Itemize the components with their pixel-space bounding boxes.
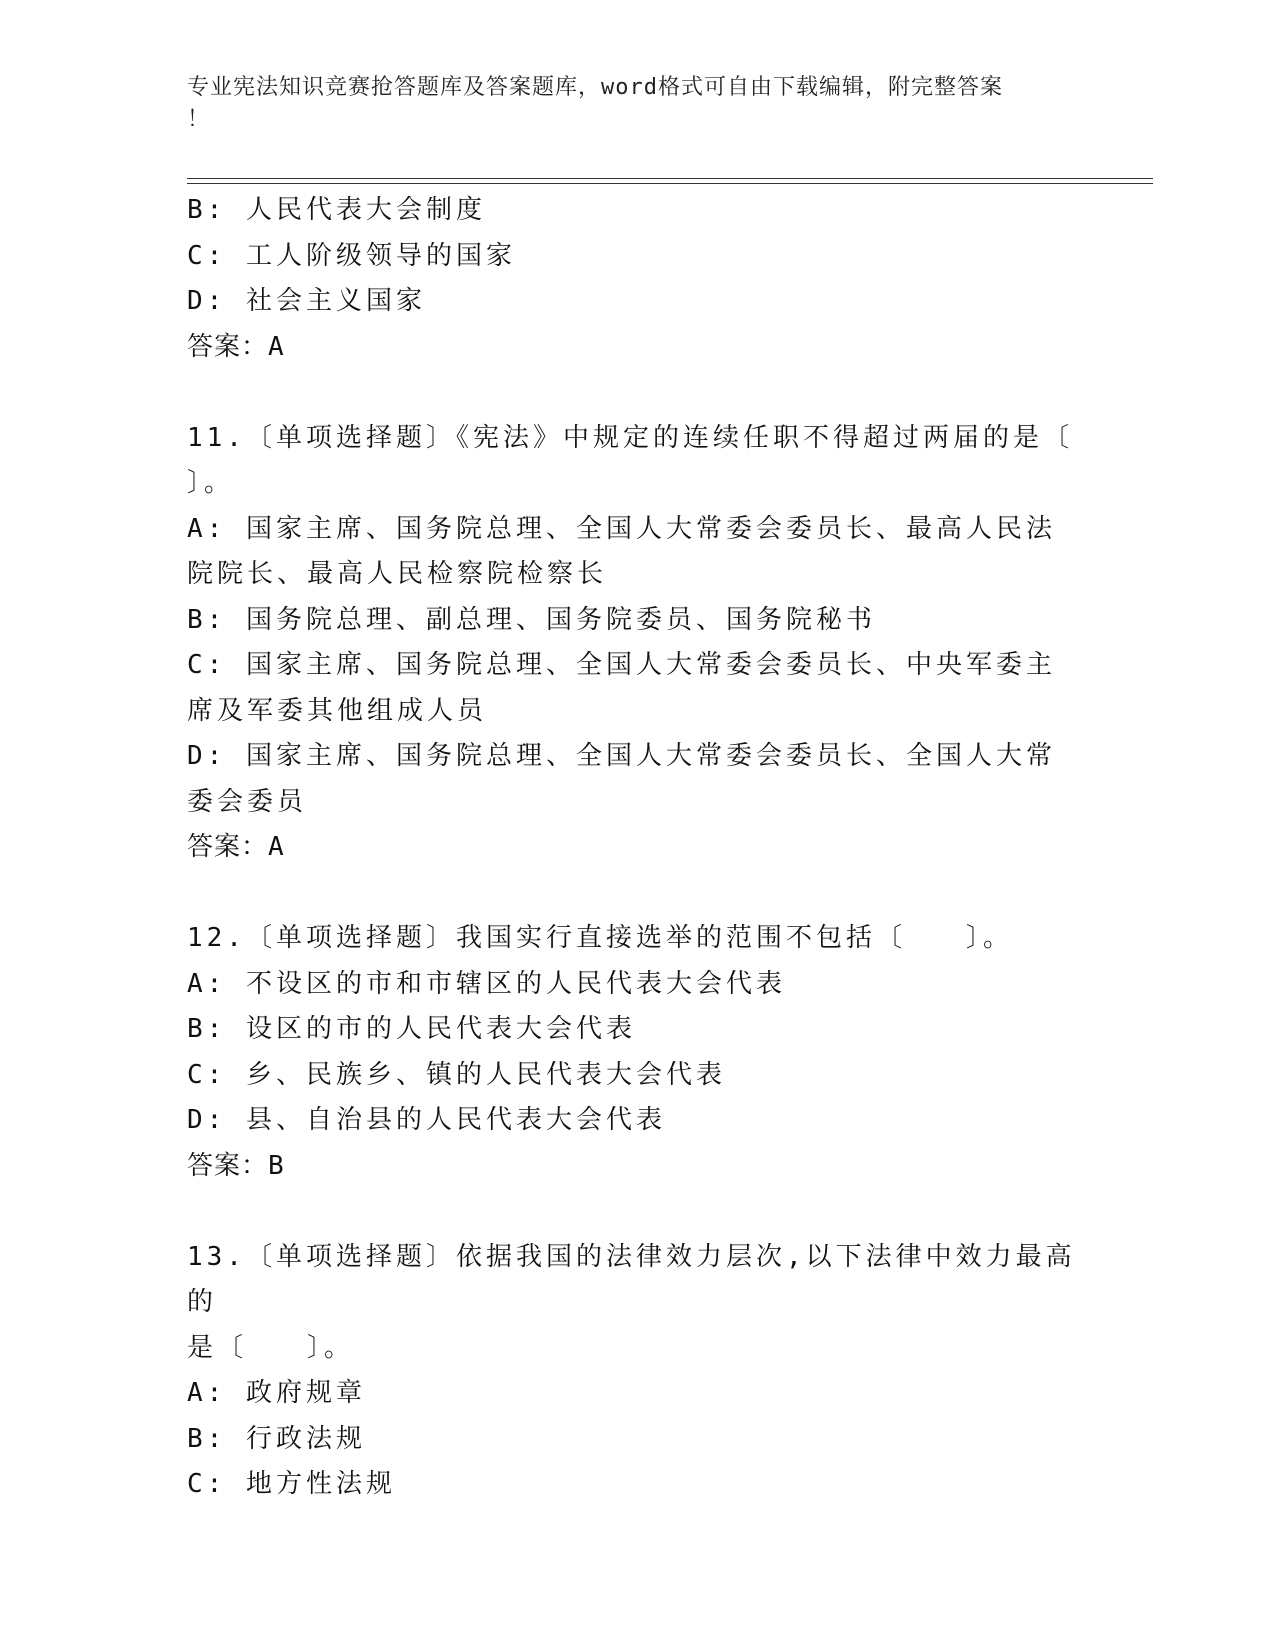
question-block-13 <box>187 1235 1087 1508</box>
option-b: B: 国务院总理、副总理、国务院委员、国务院秘书 <box>187 604 876 635</box>
question-block-10 <box>187 188 1087 370</box>
option-d: D: 国家主席、国务院总理、全国人大常委会委员长、全国人大常委会委员 <box>187 741 1056 817</box>
question-text: 12.〔单项选择题〕我国实行直接选举的范围不包括〔 〕。 <box>187 923 1013 953</box>
option-c: C: 国家主席、国务院总理、全国人大常委会委员长、中央军委主席及军委其他组成人员 <box>187 650 1056 726</box>
header-divider-secondary <box>187 183 1153 184</box>
spacer <box>187 871 1087 917</box>
option-b: B: 设区的市的人民代表大会代表 <box>187 1014 636 1044</box>
document-header <box>187 72 1087 136</box>
header-title: 专业宪法知识竞赛抢答题库及答案题库，word格式可自由下载编辑，附完整答案 <box>187 75 1003 100</box>
spacer <box>187 1189 1087 1235</box>
option-a: A: 国家主席、国务院总理、全国人大常委会委员长、最高人民法院院长、最高人民检察院检察长 <box>187 513 1056 589</box>
header-divider <box>187 178 1153 179</box>
option-a: A: 政府规章 <box>187 1378 366 1408</box>
question-text: 11.〔单项选择题〕《宪法》中规定的连续任职不得超过两届的是〔 <box>187 422 1073 453</box>
question-text-cont: 是〔 〕。 <box>187 1332 355 1363</box>
question-text: 13.〔单项选择题〕依据我国的法律效力层次,以下法律中效力最高的 <box>187 1241 1076 1317</box>
option-c: C: 乡、民族乡、镇的人民代表大会代表 <box>187 1059 726 1090</box>
option-d: D: 社会主义国家 <box>187 286 426 316</box>
answer-label: 答案：A <box>187 331 285 362</box>
spacer <box>187 370 1087 416</box>
option-a: A: 不设区的市和市辖区的人民代表大会代表 <box>187 968 786 999</box>
option-d: D: 县、自治县的人民代表大会代表 <box>187 1105 666 1135</box>
answer-label: 答案：B <box>187 1150 285 1181</box>
option-b: B: 行政法规 <box>187 1423 366 1454</box>
option-c: C: 地方性法规 <box>187 1469 396 1499</box>
option-c: C: 工人阶级领导的国家 <box>187 240 516 271</box>
question-text-cont: 〕。 <box>187 468 235 498</box>
question-block-11 <box>187 416 1087 871</box>
question-block-12 <box>187 916 1087 1189</box>
answer-label: 答案：A <box>187 832 285 862</box>
header-title-cont: ！ <box>187 107 211 132</box>
option-b: B: 人民代表大会制度 <box>187 195 486 225</box>
question-list <box>187 188 1087 1508</box>
